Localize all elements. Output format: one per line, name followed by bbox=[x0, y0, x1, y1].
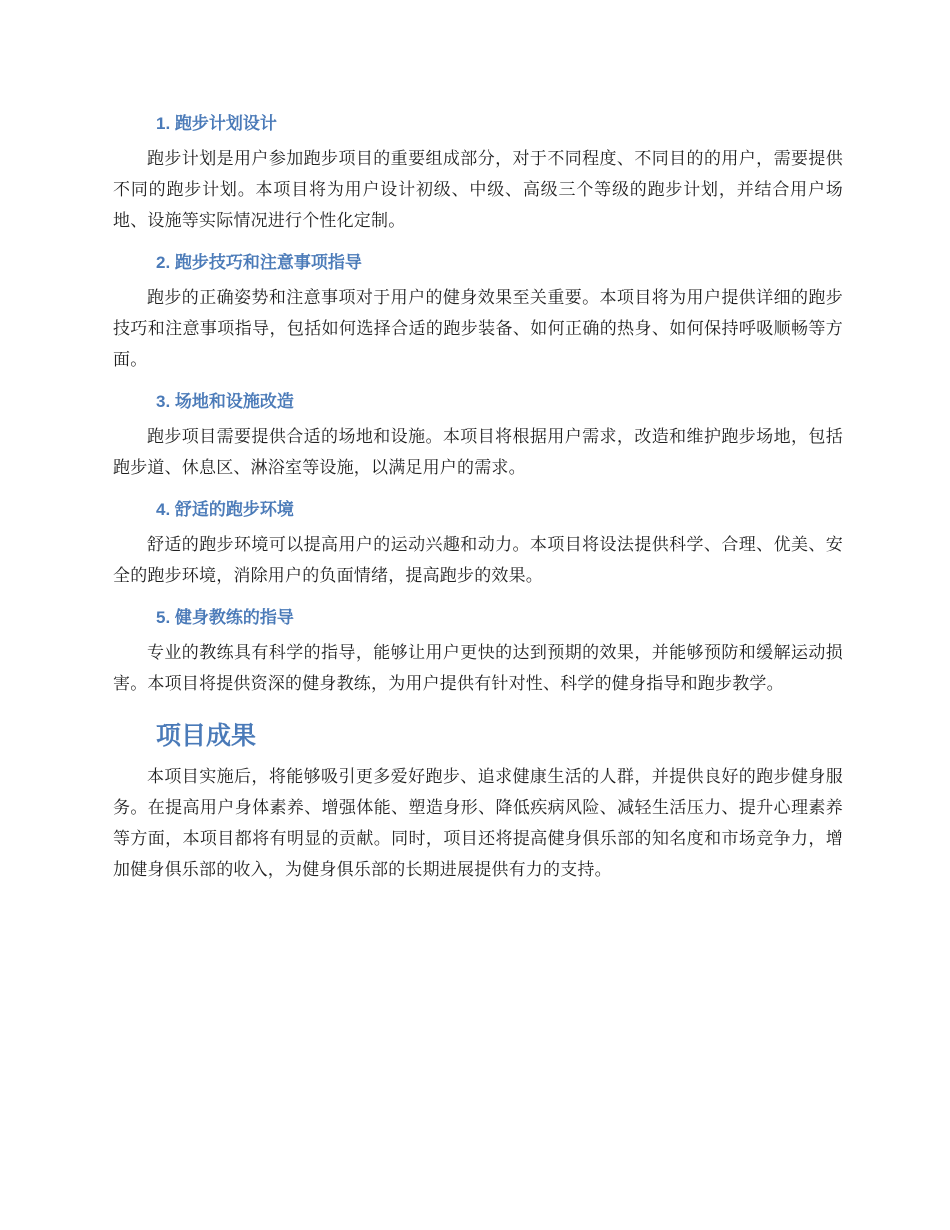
section-facilities bbox=[113, 386, 843, 484]
section-environment bbox=[113, 494, 843, 592]
document-page bbox=[113, 108, 843, 886]
section-running-plan bbox=[113, 108, 843, 237]
section-paragraph: 专业的教练具有科学的指导，能够让用户更快的达到预期的效果，并能够预防和缓解运动损害。本项目将提供资深的健身教练，为用户提供有针对性、科学的健身指导和跑步教学。 bbox=[113, 643, 843, 694]
section-heading: 3. 场地和设施改造 bbox=[156, 392, 294, 411]
section-coaching bbox=[113, 602, 843, 700]
section-paragraph: 跑步的正确姿势和注意事项对于用户的健身效果至关重要。本项目将为用户提供详细的跑步技巧和注意事项指导，包括如何选择合适的跑步装备、如何正确的热身、如何保持呼吸顺畅等方面。 bbox=[113, 288, 843, 370]
results-paragraph: 本项目实施后，将能够吸引更多爱好跑步、追求健康生活的人群，并提供良好的跑步健身服务。在提高用户身体素养、增强体能、塑造身形、降低疾病风险、减轻生活压力、提升心理素养等方面，本项目都将有明显的贡献。同时，项目还将提高健身俱乐部的知名度和市场竞争力，增加健身俱乐部的收入，为健身俱乐部的长期进展提供有力的支持。 bbox=[113, 767, 843, 880]
section-heading: 4. 舒适的跑步环境 bbox=[156, 500, 294, 519]
section-paragraph: 跑步计划是用户参加跑步项目的重要组成部分，对于不同程度、不同目的的用户，需要提供不同的跑步计划。本项目将为用户设计初级、中级、高级三个等级的跑步计划，并结合用户场地、设施等实际情况进行个性化定制。 bbox=[113, 149, 843, 231]
section-running-tips bbox=[113, 247, 843, 376]
section-heading: 5. 健身教练的指导 bbox=[156, 608, 294, 627]
section-heading: 2. 跑步技巧和注意事项指导 bbox=[156, 253, 362, 272]
results-heading: 项目成果 bbox=[156, 722, 257, 750]
section-paragraph: 跑步项目需要提供合适的场地和设施。本项目将根据用户需求，改造和维护跑步场地，包括跑步道、休息区、淋浴室等设施，以满足用户的需求。 bbox=[113, 427, 843, 478]
section-project-results bbox=[113, 714, 843, 886]
section-paragraph: 舒适的跑步环境可以提高用户的运动兴趣和动力。本项目将设法提供科学、合理、优美、安全的跑步环境，消除用户的负面情绪，提高跑步的效果。 bbox=[113, 535, 843, 586]
section-heading: 1. 跑步计划设计 bbox=[156, 114, 277, 133]
